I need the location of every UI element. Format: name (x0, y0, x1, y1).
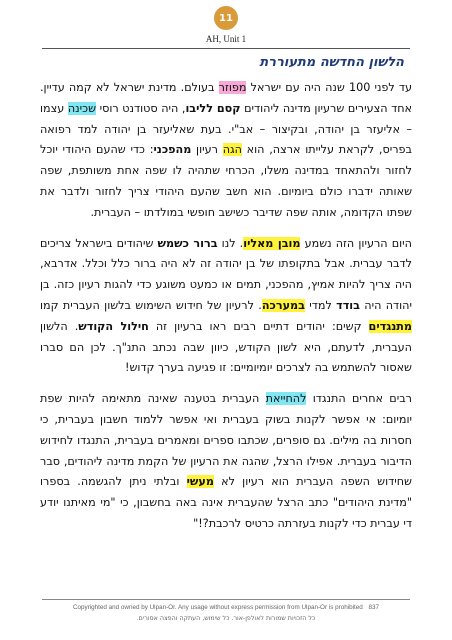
emphasized-term: מעשי (186, 475, 214, 489)
emphasized-term: במערכה (261, 298, 305, 312)
page-code: 837 (368, 604, 380, 611)
text-run: , היה סטודנט רוסי (96, 101, 186, 115)
paragraph-3 (40, 389, 412, 535)
text-run: שיהודים בישראל צריכים לדבר עברית. אבל בתקופתו של בן יהודה זה לא היה ברור כלל וכלל. אדרבא, היה צריך להיות אמיץ, מהפכני, תמים או כמעט משוגע כדי להגות רעיון כזה. בן יהודה היה (40, 236, 412, 312)
text-run: רבים אחרים התנגדו (306, 392, 412, 406)
paragraph-2 (40, 234, 412, 380)
emphasized-term: מובן מאליו (243, 236, 301, 250)
emphasized-term: חילול הקודש (78, 319, 149, 333)
emphasized-term: מפוזר (218, 81, 247, 94)
text-run: ובלתי ניתן להגשמה. בספרו "מדינת היהודים" כתב הרצל שהעברית אינה באה בחשבון, כי "מי מאיתנו יודע די עברית כדי לקנות בעזרתה כרטיס לרכבת?!" (40, 475, 412, 530)
emphasized-term: בודד (336, 298, 360, 312)
footer-divider (42, 599, 410, 600)
text-run: : כדי שהעם היהודי יוכל לחזור ולהתאחד במדינה משלו, הכרחי שתהיה לו שפה אחת משותפת, שפה שאותה ידברו כולם ביומיום. הוא חשב שהעם היהודי צריך לחזור ולדבר את שפתו הקדומה, אותה שפה שדיבר כשישב חופשי במולדתו – העברית. (40, 143, 412, 219)
text-run: העברית בטענה שאינה מתאימה להיות שפת יומיום: אי אפשר לקנות בשוק בעברית ואי אפשר ללמוד חשבון בעברית, כי חסרות בה מילים. גם סופרים, שכתבו ספרים ומאמרים בעברית, התנגדו לחידוש הדיבור בעברית. אפילו הרצל, שהגה את הרעיון של הקמת מדינה ליהודים, סבר שחידוש השפה העברית הוא רעיון לא (40, 392, 412, 489)
text-run: למדי (304, 298, 337, 312)
emphasized-term: מהפכני (153, 143, 192, 157)
text-run: קשים: יהודים דתיים רבים ראו ברעיון זה (148, 319, 369, 333)
text-run: . לרעיון של חידוש השימוש בלשון העברית קמו (40, 298, 262, 312)
text-run: עד לפני 100 שנה היה עם ישראל (246, 81, 413, 94)
footer-copyright-en (0, 604, 452, 611)
emphasized-term: להחייאת (265, 392, 307, 406)
text-run: רעיון (191, 143, 223, 157)
page-number-badge (214, 6, 238, 30)
copyright-text-en: Copyrighted and owned by Ulpan-Or. Any usage without express permission from Ulpan-Or is prohibited (72, 604, 363, 611)
article-body (40, 78, 412, 545)
text-run: . הלשון העברית, לדעתם, היא לשון הקודש, כיוון שבה נכתב התנ"ך. לכן הם סברו שאסור להשתמש בה לצרכים יומיומיים: זו פגיעה בערך קדוש! (40, 319, 412, 375)
emphasized-term: מתנגדים (368, 319, 413, 333)
page-number: 11 (219, 12, 233, 24)
text-run: בעולם. מדינת ישראל לא קמה עדיין. אחד הצעירים שרעיון מדינה ליהודים (40, 81, 412, 115)
header-divider (42, 48, 410, 49)
paragraph-1 (40, 78, 412, 224)
emphasized-term: שכינה (67, 101, 96, 115)
unit-label: AH, Unit 1 (205, 34, 247, 44)
section-title: הלשון החדשה מתעוררת (259, 55, 404, 70)
emphasized-term: הגה (222, 143, 242, 157)
text-run: עצמו – אליעזר בן יהודה, ובקיצור – אב"י. בעת שאליעזר בן יהודה למד רפואה בפריס, לקראת עלייתו ארצה, הוא (40, 101, 412, 157)
text-run: היום הרעיון הזה נשמע (300, 236, 412, 250)
text-run: . לנו (217, 236, 244, 250)
footer-copyright-he: כל הזכויות שמורות לאולפן-אור. כל שימוש, העתקה והפצה אסורים. (136, 615, 316, 622)
emphasized-term: ברור כשמש (157, 236, 218, 250)
emphasized-term: קסם לליבו (185, 101, 241, 115)
